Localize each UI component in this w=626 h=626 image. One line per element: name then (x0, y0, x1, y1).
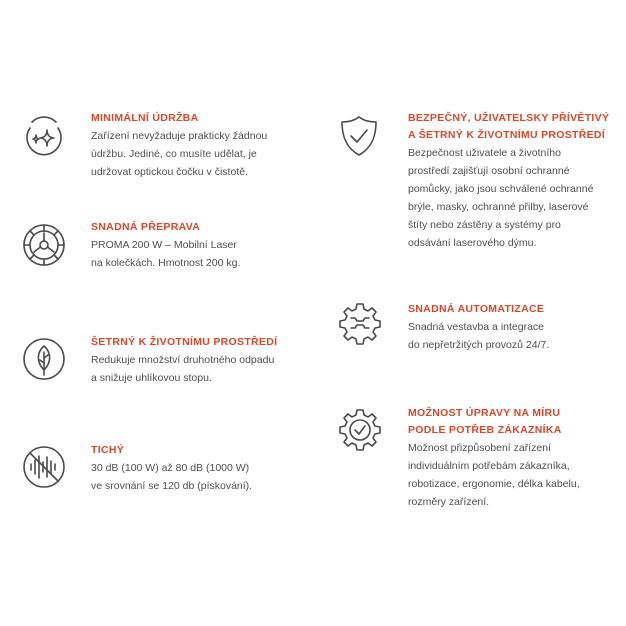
feature-description: Bezpečnost uživatele a životního prostředí zajišťují osobní ochranné pomůcky, jako jsou schválené ochranné brýle, masky, ochranné přilby, laserové štíty nebo zástěny a systémy pro odsávání laserového dýmu. (408, 147, 594, 249)
feature-title: SNADNÁ AUTOMATIZACE (408, 303, 545, 315)
feature-title: SNADNÁ PŘEPRAVA (91, 221, 201, 233)
sound-wave-muted-icon (21, 444, 67, 490)
feature-description: PROMA 200 W – Mobilní Laser na kolečkách. Hmotnost 200 kg. (91, 239, 241, 269)
gear-wrench-icon (337, 300, 383, 346)
feature-title: MINIMÁLNÍ ÚDRŽBA (91, 112, 199, 124)
leaf-icon (21, 336, 67, 382)
feature-title: MOŽNOST ÚPRAVY NA MÍRU PODLE POTŘEB ZÁKAZNÍKA (408, 407, 562, 436)
wheel-icon (21, 222, 67, 268)
feature-title: ŠETRNÝ K ŽIVOTNÍMU PROSTŘEDÍ (91, 336, 278, 348)
feature-description: Zařízení nevyžaduje prakticky žádnou údržbu. Jediné, co musíte udělat, je udržovat optickou čočku v čistotě. (91, 130, 268, 178)
feature-title: BEZPEČNÝ, UŽIVATELSKY PŘÍVĚTIVÝ A ŠETRNÝ K ŽIVOTNÍMU PROSTŘEDÍ (408, 112, 610, 141)
feature-description: 30 dB (100 W) až 80 dB (1000 W) ve srovnání se 120 db (pískování). (91, 462, 253, 492)
shield-check-icon (336, 113, 382, 159)
feature-description: Redukuje množství druhotného odpadu a snižuje uhlíkovou stopu. (91, 354, 275, 384)
gear-check-icon (337, 407, 383, 453)
maintenance-sparkle-icon (21, 114, 67, 160)
feature-title: TICHÝ (91, 444, 124, 456)
feature-description: Možnost přizpůsobení zařízení individuálním potřebám zákazníka, robotizace, ergonomie, délka kabelu, rozměry zařízení. (408, 442, 580, 508)
feature-description: Snadná vestavba a integrace do nepřetržitých provozů 24/7. (408, 321, 550, 351)
